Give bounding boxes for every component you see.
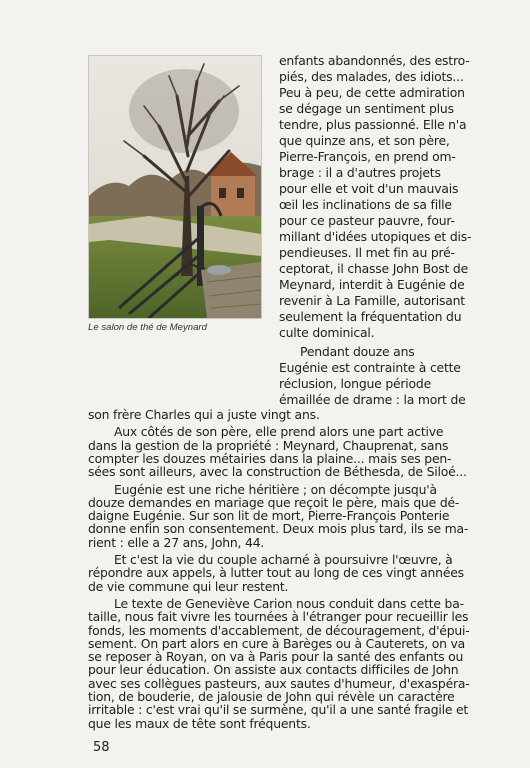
body-line: que les maux de tête sont fréquents. — [88, 715, 311, 731]
photo-salon-de-the — [88, 55, 262, 319]
column-line: que quinze ans, et son père, — [279, 133, 450, 148]
body-line: Le texte de Geneviève Carion nous conduit dans cette ba- — [114, 595, 464, 611]
column-line: émaillée de drame : la mort de — [279, 392, 466, 407]
column-line: Pendant douze ans — [300, 344, 415, 359]
page-number: 58 — [93, 739, 110, 755]
column-line: ceptorat, il chasse John Bost de — [279, 261, 469, 276]
column-line: Meynard, interdit à Eugénie de — [279, 277, 465, 292]
body-line: fonds, les moments d'accablement, de découragement, d'épui- — [88, 622, 470, 638]
body-line: se reposer à Royan, on va à Paris pour la santé des enfants ou — [88, 649, 464, 665]
body-line: dans la gestion de la propriété : Meynard, Chauprenat, sans — [88, 437, 449, 453]
column-line: revenir à La Famille, autorisant — [279, 293, 465, 308]
body-line: Aux côtés de son père, elle prend alors une part active — [114, 424, 444, 440]
body-line: Eugénie est une riche héritière ; on décompte jusqu'à — [114, 481, 437, 497]
column-line: se dégage un sentiment plus — [279, 101, 454, 116]
body-line: avec ses collègues pasteurs, aux sautes d'humeur, d'exaspéra- — [88, 675, 470, 691]
body-line: tion, de bouderie, de jalousie de John qui révèle un caractère — [88, 689, 455, 704]
column-line: millant d'idées utopiques et dis- — [279, 229, 472, 244]
body-line: pour leur éducation. On assiste aux contacts difficiles de John — [88, 662, 459, 678]
column-line: pour elle et voit d'un mauvais — [279, 181, 459, 196]
body-line: compter les douzes métairies dans la plaine... mais ses pen- — [88, 450, 452, 466]
column-line: Peu à peu, de cette admiration — [279, 85, 465, 100]
body-line: taille, nous fait vivre les tournées à l'étranger pour recueillir les — [88, 609, 469, 625]
body-line: daigne Eugénie. Sur son lit de mort, Pierre-François Ponterie — [88, 508, 450, 524]
body-line: douze demandes en mariage que reçoit le père, mais que dé- — [88, 494, 460, 510]
body-line: irritable : c'est vrai qu'il se surmène, qu'il a une santé fragile et — [88, 702, 469, 718]
body-line: son frère Charles qui a juste vingt ans. — [88, 407, 320, 422]
photo-caption: Le salon de thé de Meynard — [88, 322, 207, 333]
body-line: rient : elle a 27 ans, John, 44. — [88, 534, 265, 550]
column-line: réclusion, longue période — [279, 376, 432, 391]
body-line: de vie commune qui leur restent. — [88, 578, 289, 594]
column-line: piés, des malades, des idiots... — [279, 69, 464, 84]
column-line: Eugénie est contrainte à cette — [279, 360, 461, 375]
body-line: sées sont ailleurs, avec la construction de Béthesda, de Siloé... — [88, 464, 467, 480]
column-line: seulement la fréquentation du — [279, 309, 462, 324]
body-line: donne enfin son consentement. Deux mois plus tard, ils se ma- — [88, 521, 469, 537]
body-line: répondre aux appels, à lutter tout au long de ces vingt années — [88, 565, 464, 581]
column-line: brage : il a d'autres projets — [279, 165, 441, 180]
column-line: pour ce pasteur pauvre, four- — [279, 213, 455, 228]
column-line: œil les inclinations de sa fille — [279, 197, 452, 212]
body-line: sement. On part alors en cure à Barèges ou à Cauterets, on va — [88, 635, 465, 651]
column-line: tendre, plus passionné. Elle n'a — [279, 117, 467, 132]
body-line: Et c'est la vie du couple acharné à poursuivre l'œuvre, à — [114, 552, 453, 567]
column-line: pendieuses. Il met fin au pré- — [279, 245, 455, 260]
column-line: enfants abandonnés, des estro- — [279, 53, 470, 68]
column-line: culte dominical. — [279, 325, 375, 340]
column-line: Pierre-François, en prend om- — [279, 149, 456, 164]
